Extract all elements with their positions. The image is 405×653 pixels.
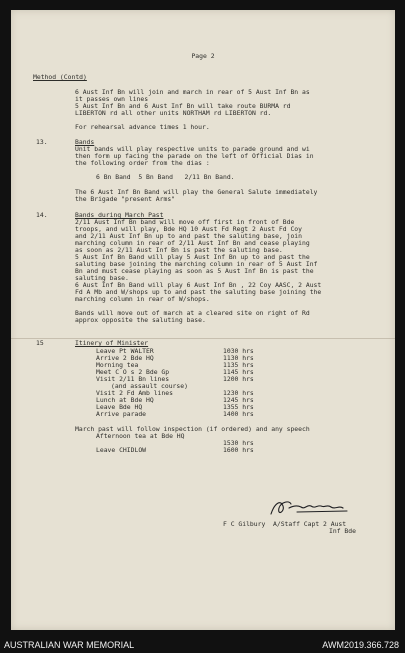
page-number: Page 2 <box>191 52 215 60</box>
itinerary-time: 1135 hrs <box>223 361 254 369</box>
section-heading: Bands <box>75 138 95 146</box>
itinerary-time: 1400 hrs <box>223 410 254 418</box>
section-line: approx opposite the saluting base. <box>75 316 206 324</box>
section-heading: Bands during March Past <box>75 211 164 219</box>
itinerary-place: Visit 2/11 Bn lines <box>96 375 170 383</box>
section-line: Fd A Mb and W/shops up to and past the saluting base joining the <box>75 288 322 296</box>
section-line: marching column in rear of W/shops. <box>75 295 210 303</box>
itinerary-place: Lunch at Bde HQ <box>96 396 154 404</box>
itinerary-time: 1355 hrs <box>223 403 254 411</box>
itinerary-time: 1130 hrs <box>223 354 254 362</box>
method-line: 5 Aust Inf Bn and 6 Aust Inf Bn will take route BURMA rd <box>75 102 291 110</box>
itinerary-place: Visit 2 Fd Amb lines <box>96 389 173 397</box>
itinerary-place: Arrive 2 Bde HQ <box>96 354 154 362</box>
section-line: saluting base joining the marching column in rear of 5 Aust Inf <box>75 260 318 268</box>
method-heading: Method (Contd) <box>33 73 87 81</box>
itinerary-place: Afternoon tea at Bde HQ <box>96 432 185 440</box>
band-order: 6 Bn Band 5 Bn Band 2/11 Bn Band. <box>96 173 235 181</box>
itinerary-note: (and assault course) <box>111 382 188 390</box>
page-fold-line <box>11 338 395 339</box>
section-line: then form up facing the parade on the left of Official Dias in <box>75 152 314 160</box>
section-line: saluting base. <box>75 274 129 282</box>
section-line: the following order from the dias : <box>75 159 210 167</box>
section-number: 14. <box>36 211 48 219</box>
itinerary-place: Leave Pt WALTER <box>96 347 154 355</box>
signature-name-line: F C Gilbury A/Staff Capt 2 Aust <box>223 520 347 528</box>
method-line: it passes own lines <box>75 95 149 103</box>
signature-unit-line: Inf Bde <box>329 527 356 535</box>
section-line: 2/11 Aust Inf Bn band will move off first in front of Bde <box>75 218 295 226</box>
document-page <box>11 10 395 630</box>
footer-accession: AWM2019.366.728 <box>322 640 399 650</box>
section-line: marching column in rear of 2/11 Aust Inf Bn and cease playing <box>75 239 310 247</box>
itinerary-time: 1230 hrs <box>223 389 254 397</box>
section-line: and 2/11 Aust Inf Bn up to and past the saluting base, join <box>75 232 303 240</box>
section-line: Bands will move out of march at a cleared site on right of Rd <box>75 309 310 317</box>
section-line: The 6 Aust Inf Bn Band will play the General Salute immediately <box>75 188 318 196</box>
method-line: 6 Aust Inf Bn will join and march in rear of 5 Aust Inf Bn as <box>75 88 310 96</box>
section-number: 15 <box>36 339 44 347</box>
itinerary-time: 1030 hrs <box>223 347 254 355</box>
section-line: the Brigade "present Arms" <box>75 195 176 203</box>
handwritten-signature <box>267 496 353 522</box>
itinerary-place: Morning tea <box>96 361 139 369</box>
section-line: Unit bands will play respective units to parade ground and wi <box>75 145 310 153</box>
itinerary-after-line: March past will follow inspection (if ordered) and any speech <box>75 425 310 433</box>
itinerary-place: Arrive parade <box>96 410 147 418</box>
itinerary-time: 1145 hrs <box>223 368 254 376</box>
method-line: For rehearsal advance times 1 hour. <box>75 123 210 131</box>
itinerary-time: 1530 hrs <box>223 439 254 447</box>
itinerary-time: 1245 hrs <box>223 396 254 404</box>
itinerary-time: 1200 hrs <box>223 375 254 383</box>
section-line: Bn and must cease playing as soon as 5 Aust Inf Bn is past the <box>75 267 314 275</box>
section-number: 13. <box>36 138 48 146</box>
itinerary-place: Leave Bde HQ <box>96 403 143 411</box>
method-line: LIBERTON rd all other units NORTHAM rd LIBERTON rd. <box>75 109 272 117</box>
section-line: troops, and will play, Bde HQ 10 Aust Fd Regt 2 Aust Fd Coy <box>75 225 303 233</box>
footer-bar <box>0 636 405 653</box>
section-line: 5 Aust Inf Bn Band will play 5 Aust Inf Bn up to and past the <box>75 253 310 261</box>
section-line: 6 Aust Inf Bn Band will play 6 Aust Inf Bn , 22 Coy AASC, 2 Aust <box>75 281 322 289</box>
section-line: as soon as 2/11 Aust Inf Bn is past the saluting base. <box>75 246 283 254</box>
footer-source: AUSTRALIAN WAR MEMORIAL <box>4 640 135 650</box>
itinerary-place: Leave CHIDLOW <box>96 446 147 454</box>
itinerary-place: Meet C O s 2 Bde Gp <box>96 368 170 376</box>
section-heading: Itinery of Minister <box>75 339 149 347</box>
itinerary-time: 1600 hrs <box>223 446 254 454</box>
